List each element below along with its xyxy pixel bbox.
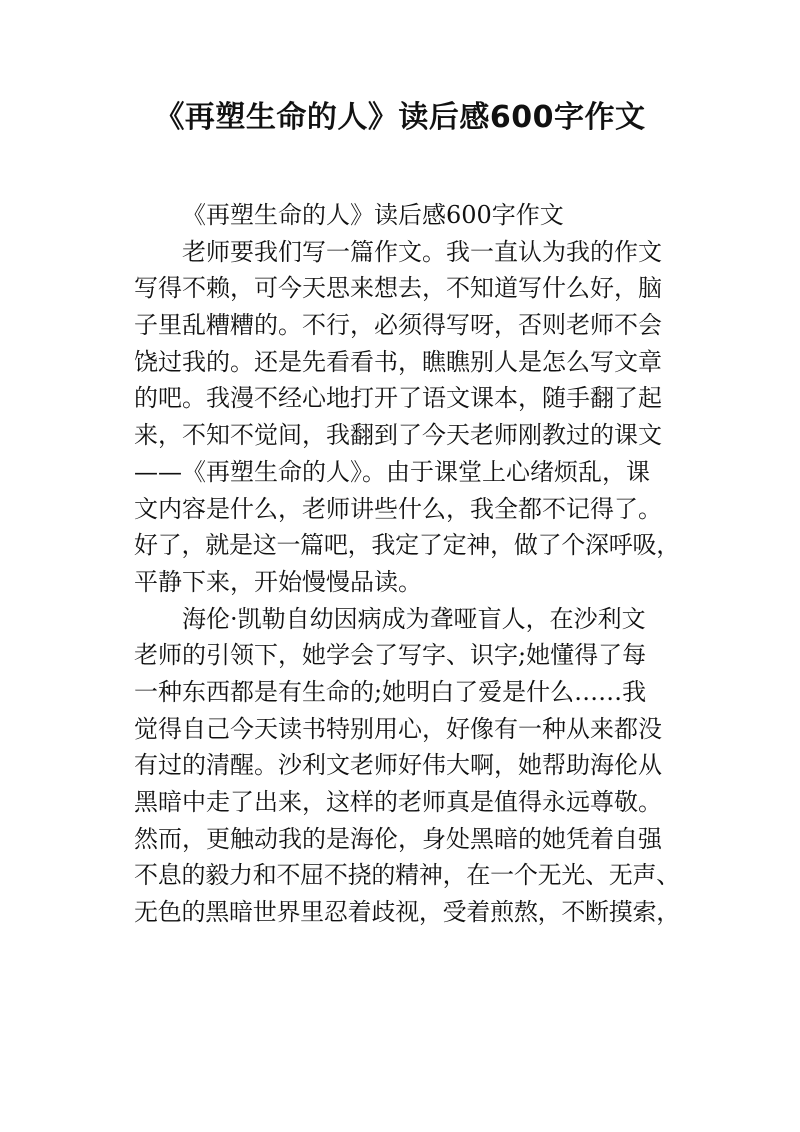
text-line: 平静下来，开始慢慢品读。 bbox=[134, 567, 422, 596]
text-line: 《再塑生命的人》读后感600字作文 bbox=[182, 201, 564, 229]
text-line: 一种东西都是有生命的;她明白了爱是什么……我 bbox=[134, 677, 647, 706]
text-line: 好了，就是这一篇吧，我定了定神，做了个深呼吸， bbox=[134, 531, 681, 560]
text-line: 写得不赖，可今天思来想去，不知道写什么好，脑 bbox=[134, 274, 662, 303]
text-line: 来，不知不觉间，我翻到了今天老师刚教过的课文 bbox=[134, 421, 662, 450]
text-line: 饶过我的。还是先看看书，瞧瞧别人是怎么写文章 bbox=[134, 347, 662, 376]
text-line: 文内容是什么，老师讲些什么，我全都不记得了。 bbox=[134, 494, 662, 523]
text-line: 有过的清醒。沙利文老师好伟大啊，她帮助海伦从 bbox=[134, 751, 662, 780]
document-body bbox=[134, 197, 681, 931]
text-line: ——《再塑生命的人》。由于课堂上心绪烦乱，课 bbox=[134, 457, 650, 486]
document-title: 《再塑生命的人》读后感600字作文 bbox=[154, 100, 646, 135]
text-line: 然而，更触动我的是海伦，身处黑暗的她凭着自强 bbox=[134, 824, 662, 853]
text-line: 觉得自己今天读书特别用心，好像有一种从来都没 bbox=[134, 714, 662, 743]
text-line: 的吧。我漫不经心地打开了语文课本，随手翻了起 bbox=[134, 384, 662, 413]
text-line: 老师的引领下，她学会了写字、识字;她懂得了每 bbox=[134, 641, 647, 670]
text-line: 不息的毅力和不屈不挠的精神，在一个无光、无声、 bbox=[134, 861, 681, 890]
text-line: 无色的黑暗世界里忍着歧视，受着煎熬，不断摸索， bbox=[134, 898, 681, 927]
text-line: 老师要我们写一篇作文。我一直认为我的作文 bbox=[182, 237, 662, 266]
text-line: 海伦·凯勒自幼因病成为聋哑盲人，在沙利文 bbox=[182, 604, 646, 633]
text-line: 黑暗中走了出来，这样的老师真是值得永远尊敬。 bbox=[134, 788, 662, 816]
text-line: 子里乱糟糟的。不行，必须得写呀，否则老师不会 bbox=[134, 311, 662, 340]
